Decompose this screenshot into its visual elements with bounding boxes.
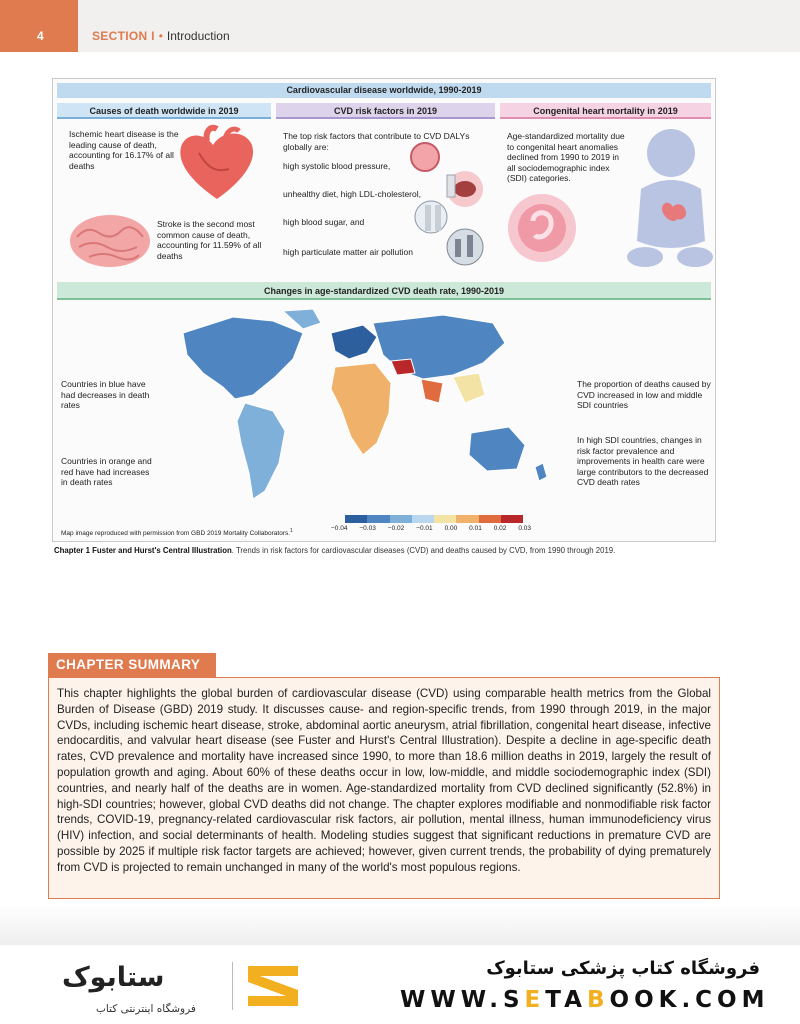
section-heading <box>92 29 230 43</box>
risk-panel-title: CVD risk factors in 2019 <box>276 103 495 119</box>
map-note-low-sdi: The proportion of deaths caused by CVD increased in low and middle SDI countries <box>577 379 711 410</box>
legend-swatch-4 <box>434 515 456 523</box>
logo-wordmark: ستابوک <box>62 962 165 993</box>
caption-text: . Trends in risk factors for cardiovascular diseases (CVD) and deaths caused by CVD, from 1990 through 2019. <box>231 546 616 555</box>
legend-swatch-7 <box>501 515 523 523</box>
map-credit-ref: 1 <box>290 528 293 534</box>
fetus-illustration <box>505 191 579 265</box>
page-number: 4 <box>0 0 78 52</box>
figure-caption <box>54 546 754 555</box>
world-map <box>153 303 563 509</box>
url-highlight-1: E <box>524 987 546 1013</box>
legend-tick-0: −0.04 <box>331 525 348 532</box>
blood-pressure-icon <box>411 143 439 171</box>
footer-divider <box>232 962 233 1010</box>
legend-swatch-2 <box>390 515 412 523</box>
risk-intro: The top risk factors that contribute to CVD DALYs globally are: <box>283 131 470 152</box>
new-zealand-region <box>535 463 547 481</box>
figure-main-title: Cardiovascular disease worldwide, 1990-2019 <box>57 83 711 98</box>
baby-illustration <box>619 123 715 275</box>
url-highlight-2: B <box>586 987 610 1013</box>
legend-color-bar <box>345 515 523 523</box>
africa-region <box>331 363 391 455</box>
stroke-text: Stroke is the second most common cause of death, accounting for 11.59% of all deaths <box>157 219 262 261</box>
brain-illustration <box>67 211 153 271</box>
risk-factor-3: high blood sugar, and <box>283 217 365 227</box>
legend-tick-3: −0.01 <box>416 525 433 532</box>
caption-label: Chapter 1 Fuster and Hurst's Central Illustration <box>54 546 232 555</box>
legend-swatch-6 <box>479 515 501 523</box>
risk-factor-icons <box>405 139 489 269</box>
legend-swatch-5 <box>456 515 478 523</box>
asia-region <box>373 315 505 379</box>
heart-illustration <box>171 123 263 205</box>
north-america-region <box>183 317 303 399</box>
south-asia-region <box>421 379 443 403</box>
legend-tick-5: 0.01 <box>469 525 482 532</box>
url-part-1: WWW.S <box>400 987 525 1013</box>
section-separator: • <box>158 29 163 43</box>
section-label: SECTION I <box>92 29 155 43</box>
chapter-summary-title: CHAPTER SUMMARY <box>48 653 216 677</box>
map-credit-text: Map image reproduced with permission from GBD 2019 Mortality Collaborators. <box>61 530 291 538</box>
legend-tick-4: 0.00 <box>444 525 458 532</box>
map-credit <box>61 527 293 538</box>
map-note-orange: Countries in orange and red have had increases in death rates <box>61 456 152 487</box>
legend-tick-6: 0.02 <box>493 525 507 532</box>
south-america-region <box>237 403 285 499</box>
legend-tick-2: −0.02 <box>387 525 405 532</box>
url-part-2: TA <box>545 987 587 1013</box>
risk-factor-2: unhealthy diet, high LDL-cholesterol, <box>283 189 421 199</box>
legend-swatch-3 <box>412 515 434 523</box>
map-note-blue: Countries in blue have had decreases in death rates <box>61 379 150 410</box>
australia-region <box>469 427 525 471</box>
risk-factor-1: high systolic blood pressure, <box>283 161 391 171</box>
europe-region <box>331 325 377 359</box>
url-part-3: OOK.COM <box>609 987 770 1013</box>
congenital-panel-title: Congenital heart mortality in 2019 <box>500 103 711 119</box>
website-url[interactable] <box>400 987 770 1013</box>
causes-panel-title: Causes of death worldwide in 2019 <box>57 103 271 119</box>
southeast-asia-region <box>453 373 485 403</box>
legend-swatch-1 <box>367 515 389 523</box>
congenital-text: Age-standardized mortality due to congenital heart anomalies declined from 1990 to 2019 in all sociodemographic index (SDI) categories. <box>507 131 625 183</box>
legend-swatch-0 <box>345 515 367 523</box>
legend-tick-labels <box>331 525 531 532</box>
section-title: Introduction <box>166 29 230 43</box>
greenland-region <box>283 309 321 329</box>
ihd-text: Ischemic heart disease is the leading cause of death, accounting for 16.17% of all deaths <box>69 129 179 171</box>
central-asia-region <box>391 359 415 375</box>
map-section-title: Changes in age-standardized CVD death rate, 1990-2019 <box>57 282 711 300</box>
store-name: فروشگاه کتاب پزشکی ستابوک <box>486 958 760 979</box>
legend-tick-1: −0.03 <box>359 525 376 532</box>
map-note-high-sdi: In high SDI countries, changes in risk factor prevalence and improvements in health care were large contributors to the decreased CVD death rates <box>577 435 709 487</box>
footer-shade <box>0 905 800 945</box>
air-pollution-icon <box>447 229 483 265</box>
chapter-summary-body: This chapter highlights the global burden of cardiovascular disease (CVD) using comparable health metrics from the Global Burden of Disease (GBD) 2019 study. It discusses cause- and region-specific trends, from 1990 through 2019, in the major CVDs, including ischemic heart disease, stroke, abdominal aortic aneurysm, atrial fibrillation, congenital heart disease, infective endocarditis, and valvular heart disease (see Fuster and Hurst's Central Illustration). Despite a decline in age-specific death rates, CVD prevalence and mortality have increased since 1990, to more than 18.6 million deaths in 2019, largely the result of population growth and aging. About 60% of these deaths occur in low, low-middle, and middle sociodemographic index (SDI) countries, and nearly half of the deaths are in women. Age-standardized mortality from CVD declined significantly (52.8%) in high-SDI countries; however, global CVD deaths did not change. The chapter explores modifiable and nonmodifiable risk factor trends, COVID-19, pregnancy-related cardiovascular risk factors, air pollution, mental illness, human immunodeficiency virus (HIV) infection, and social determinants of health. Modeling studies suggest that significant reductions in premature CVD are possible by 2025 if multiple risk factor targets are achieved; however, given current trends, the probability of dying prematurely from CVD is projected to remain unchanged in many of the world's most populous regions. <box>48 677 720 899</box>
logo-subtitle: فروشگاه اینترنتی کتاب <box>96 1003 196 1015</box>
page-header <box>0 0 800 52</box>
risk-factor-4: high particulate matter air pollution <box>283 247 413 257</box>
central-illustration <box>52 78 716 542</box>
legend-tick-7: 0.03 <box>518 525 531 532</box>
setabook-logo-icon <box>244 960 302 1012</box>
